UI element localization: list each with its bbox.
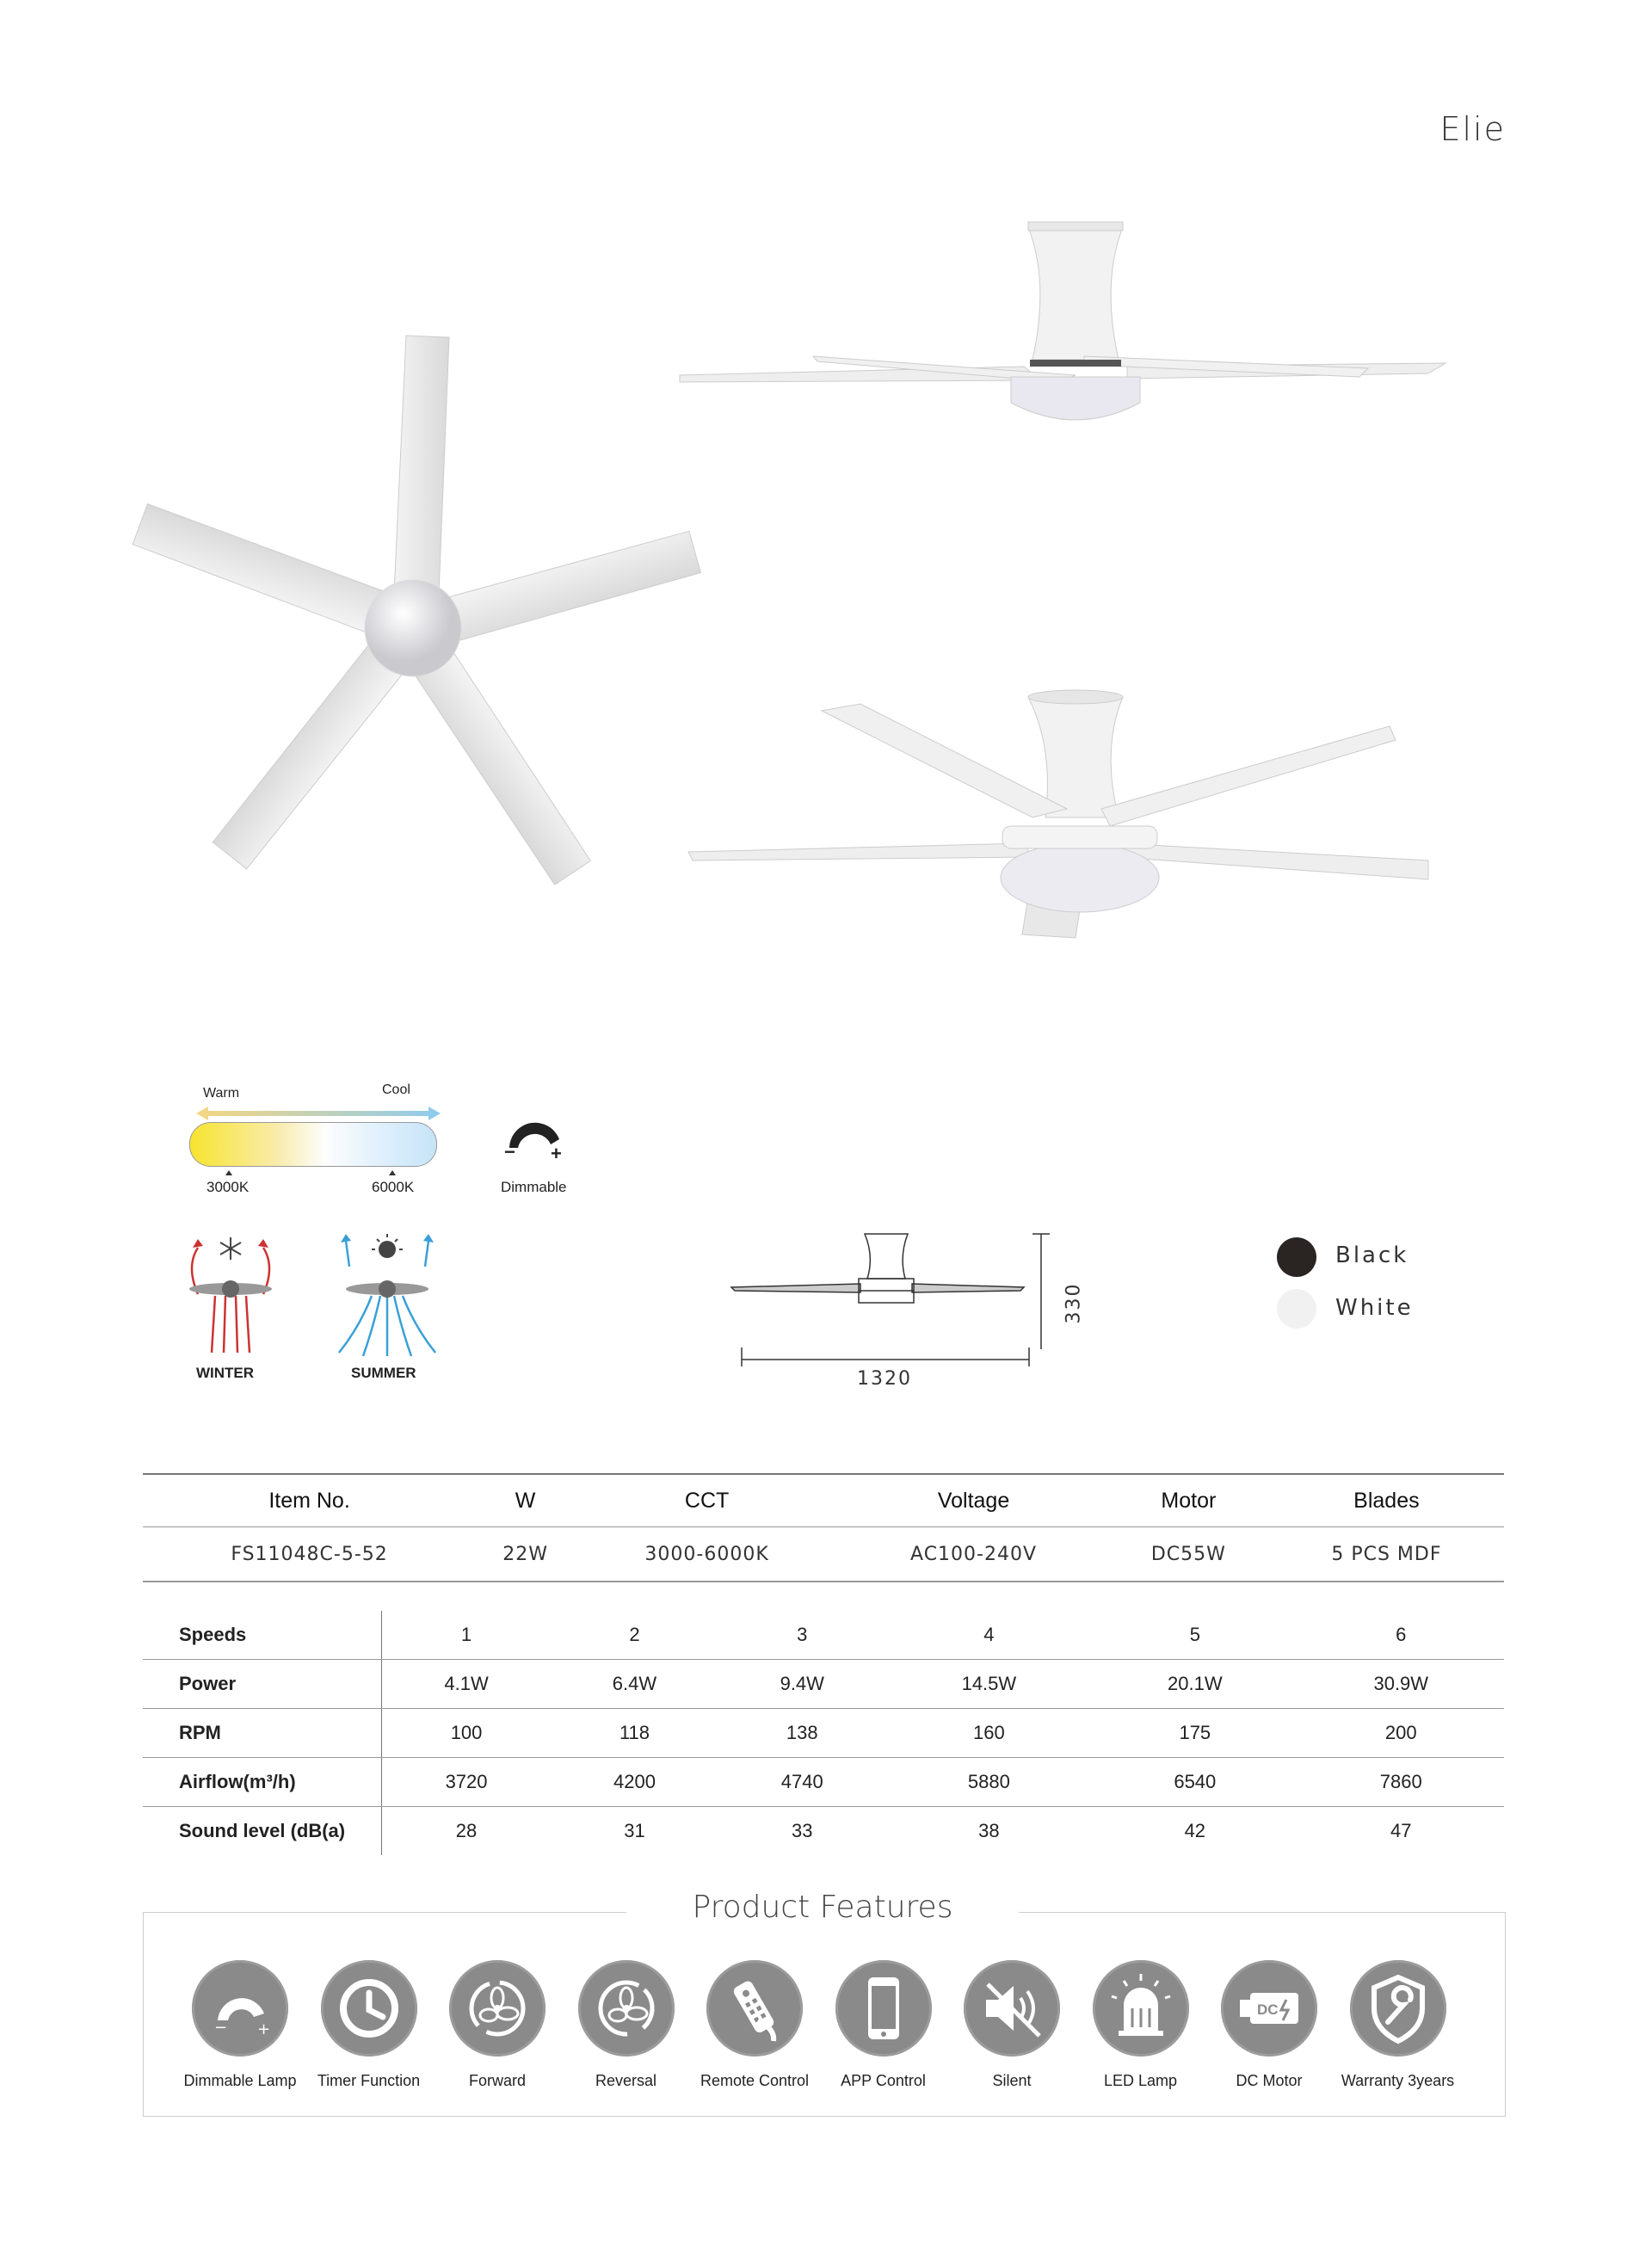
performance-cell: 118 <box>551 1709 718 1758</box>
forward-fan-icon <box>449 1960 546 2057</box>
performance-row-label: Sound level (dB(a) <box>143 1807 382 1856</box>
performance-row-label: Speeds <box>143 1611 382 1660</box>
spec-header: Motor <box>1108 1474 1269 1527</box>
feature-label: Timer Function <box>317 2072 421 2089</box>
dimmable-label: Dimmable <box>501 1179 567 1195</box>
fan-side-view <box>680 222 1446 446</box>
performance-cell: 138 <box>718 1709 886 1758</box>
dimmer-icon <box>192 1960 288 2057</box>
performance-cell: 28 <box>455 1820 478 1841</box>
feature-item <box>690 1960 819 2090</box>
performance-cell: 47 <box>1390 1820 1412 1841</box>
cct-gradient-bar <box>189 1122 437 1167</box>
performance-cell: 200 <box>1298 1709 1504 1758</box>
performance-cell: 7860 <box>1298 1758 1504 1807</box>
spec-cell: FS11048C-5-52 <box>143 1527 476 1582</box>
spec-header: CCT <box>575 1474 839 1527</box>
spec-header-row <box>143 1474 1504 1527</box>
performance-cell: 6 <box>1298 1611 1504 1660</box>
feature-item <box>1205 1960 1334 2090</box>
feature-item <box>562 1960 691 2090</box>
spec-cell: 3000-6000K <box>575 1527 839 1582</box>
timer-icon <box>321 1960 417 2057</box>
cool-label: Cool <box>382 1082 410 1097</box>
feature-label: Warranty 3years <box>1341 2072 1455 2089</box>
fan-angle-view <box>688 688 1446 947</box>
performance-row-label: RPM <box>143 1709 382 1758</box>
cct-max-label: 6000K <box>372 1179 415 1195</box>
performance-cell: 160 <box>886 1709 1092 1758</box>
feature-label: LED Lamp <box>1103 2072 1178 2089</box>
feature-label: Remote Control <box>700 2072 810 2089</box>
feature-item <box>947 1960 1076 2090</box>
spec-cell: 5 PCS MDF <box>1269 1527 1504 1582</box>
color-swatch-black[interactable] <box>1277 1237 1316 1277</box>
spec-cell: 22W <box>476 1527 575 1582</box>
performance-cell: 4740 <box>718 1758 886 1807</box>
performance-cell: 6540 <box>1092 1758 1298 1807</box>
performance-row <box>143 1807 1504 1856</box>
svg-text:DC: DC <box>1257 2001 1279 2018</box>
feature-item <box>819 1960 948 2090</box>
performance-cell: 20.1W <box>1092 1660 1298 1709</box>
winter-label: WINTER <box>196 1365 255 1381</box>
feature-label: DC Motor <box>1236 2072 1303 2089</box>
svg-text:+: + <box>257 2020 271 2038</box>
remote-icon <box>706 1960 803 2057</box>
feature-label: Reversal <box>595 2072 657 2089</box>
performance-cell: 9.4W <box>718 1660 886 1709</box>
performance-row-label: Power <box>143 1660 382 1709</box>
performance-cell: 1 <box>382 1611 552 1660</box>
performance-cell: 38 <box>978 1820 1000 1841</box>
performance-cell: 175 <box>1092 1709 1298 1758</box>
performance-cell: 14.5W <box>886 1660 1092 1709</box>
width-dimension: 1320 <box>857 1368 912 1390</box>
performance-row <box>143 1709 1504 1758</box>
feature-item <box>305 1960 434 2090</box>
color-name-white: White <box>1335 1295 1414 1321</box>
cct-min-label: 3000K <box>206 1179 250 1195</box>
performance-row <box>143 1758 1504 1807</box>
led-lamp-icon <box>1093 1960 1189 2057</box>
performance-cell: 3 <box>718 1611 886 1660</box>
summer-mode-icon <box>334 1232 441 1360</box>
spec-header: Voltage <box>839 1474 1108 1527</box>
feature-label: Dimmable Lamp <box>183 2072 297 2089</box>
dimension-drawing <box>723 1230 1067 1377</box>
performance-cell: 4200 <box>551 1758 718 1807</box>
fan-bottom-view <box>129 336 697 886</box>
performance-row <box>143 1611 1504 1660</box>
dimmer-plus: + <box>551 1143 562 1164</box>
feature-item <box>1076 1960 1205 2090</box>
spec-value-row <box>143 1527 1504 1582</box>
reverse-fan-icon <box>578 1960 675 2057</box>
feature-label: Forward <box>468 2072 526 2089</box>
spec-header: W <box>476 1474 575 1527</box>
performance-cell: 3720 <box>382 1758 552 1807</box>
color-name-black: Black <box>1335 1243 1409 1268</box>
performance-cell: 100 <box>382 1709 552 1758</box>
feature-label: APP Control <box>841 2072 926 2089</box>
features-title: Product Features <box>626 1890 1019 1925</box>
spec-table <box>143 1473 1504 1582</box>
performance-cell: 30.9W <box>1298 1660 1504 1709</box>
dimmer-minus: − <box>504 1141 515 1162</box>
warranty-shield-icon <box>1350 1960 1446 2057</box>
feature-label: Silent <box>992 2072 1032 2089</box>
summer-label: SUMMER <box>351 1365 416 1381</box>
color-swatch-white[interactable] <box>1277 1289 1316 1329</box>
performance-row <box>143 1660 1504 1709</box>
cct-min-tick <box>225 1170 232 1175</box>
performance-cell: 6.4W <box>551 1660 718 1709</box>
svg-text:−: − <box>214 2019 228 2037</box>
spec-header: Item No. <box>143 1474 476 1527</box>
feature-item <box>433 1960 562 2090</box>
height-dimension: 330 <box>1063 1282 1085 1324</box>
performance-row-label: Airflow(m³/h) <box>143 1758 382 1807</box>
performance-table <box>143 1611 1504 1855</box>
performance-cell: 31 <box>624 1820 645 1841</box>
spec-cell: DC55W <box>1108 1527 1269 1582</box>
phone-icon <box>835 1960 932 2057</box>
performance-cell: 33 <box>792 1820 813 1841</box>
performance-cell: 5880 <box>886 1758 1092 1807</box>
cct-max-tick <box>389 1170 396 1175</box>
warm-label: Warm <box>203 1086 240 1101</box>
spec-cell: AC100-240V <box>839 1527 1108 1582</box>
performance-cell: 2 <box>551 1611 718 1660</box>
performance-cell: 5 <box>1092 1611 1298 1660</box>
performance-cell: 42 <box>1184 1820 1206 1841</box>
winter-mode-icon <box>177 1232 284 1360</box>
warm-cool-arrow-icon <box>196 1105 441 1122</box>
feature-item <box>176 1960 305 2090</box>
feature-item <box>1334 1960 1463 2090</box>
spec-header: Blades <box>1269 1474 1504 1527</box>
performance-cell: 4 <box>886 1611 1092 1660</box>
performance-cell: 4.1W <box>382 1660 552 1709</box>
dc-motor-icon <box>1221 1960 1317 2057</box>
mute-icon <box>964 1960 1060 2057</box>
product-name: Elie <box>1439 110 1506 148</box>
